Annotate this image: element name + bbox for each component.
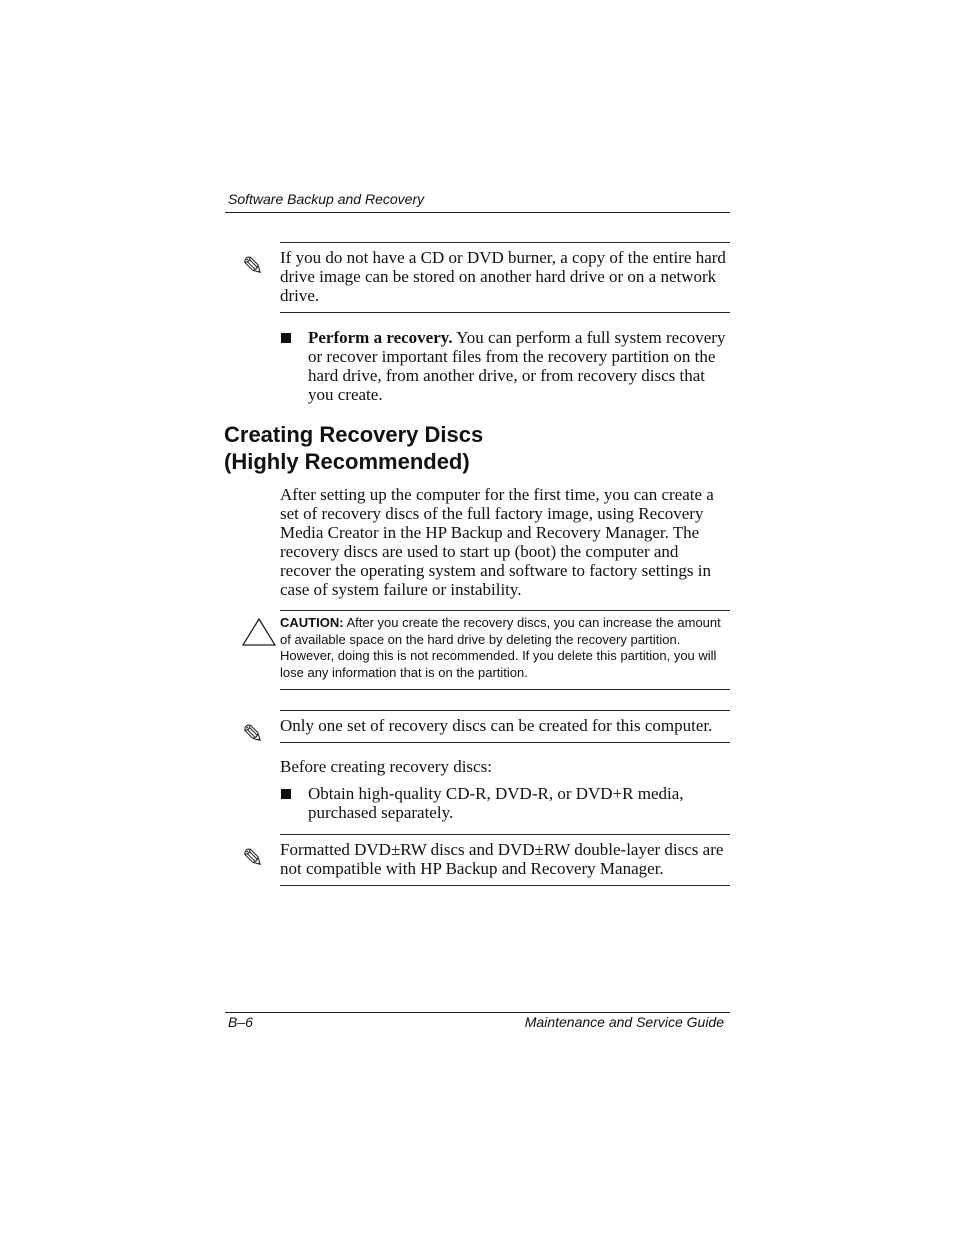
- pencil-note-icon: ✎: [242, 844, 264, 874]
- note-top-rule: [280, 834, 730, 835]
- note-text: Formatted DVD±RW discs and DVD±RW double-layer discs are not compatible with HP Backup and Recovery Manager.: [280, 840, 724, 878]
- footer-rule: [225, 1012, 730, 1013]
- caution-bottom-rule: [280, 689, 730, 690]
- before-creating-text: Before creating recovery discs:: [280, 757, 492, 776]
- bullet-text: Obtain high-quality CD-R, DVD-R, or DVD+R media, purchased separately.: [308, 784, 684, 822]
- guide-title: Maintenance and Service Guide: [524, 1014, 724, 1030]
- pencil-note-icon: ✎: [242, 720, 264, 750]
- bullet-text: You can perform a full system recovery or recover important files from the recovery partition on the hard drive, from another drive, or from recovery discs that you create.: [308, 328, 726, 404]
- bullet-square-icon: [281, 333, 291, 343]
- note-top-rule: [280, 710, 730, 711]
- bullet-bold-lead: Perform a recovery.: [308, 328, 453, 347]
- note-text: If you do not have a CD or DVD burner, a copy of the entire hard drive image can be stored on another hard drive or on a network drive.: [280, 248, 726, 305]
- caution-label: CAUTION:: [280, 615, 344, 630]
- note-bottom-rule: [280, 742, 730, 743]
- running-header: Software Backup and Recovery: [228, 191, 425, 207]
- section-heading-line2: (Highly Recommended): [224, 449, 470, 474]
- section-heading: [224, 421, 483, 475]
- bullet-square-icon: [281, 789, 291, 799]
- page-number: B–6: [228, 1014, 253, 1030]
- note-text: Only one set of recovery discs can be created for this computer.: [280, 716, 713, 735]
- note-bottom-rule: [280, 885, 730, 886]
- section-heading-line1: Creating Recovery Discs: [224, 422, 484, 447]
- header-rule: [225, 212, 730, 213]
- section-paragraph: After setting up the computer for the first time, you can create a set of recovery discs of the full factory image, using Recovery Media Creator in the HP Backup and Recovery Manager. The recovery discs are used to start up (boot) the computer and recover the operating system and software to factory settings in case of system failure or instability.: [280, 485, 714, 599]
- caution-paragraph: [280, 615, 730, 681]
- note-top-rule: [280, 242, 730, 243]
- pencil-note-icon: ✎: [242, 252, 264, 282]
- caution-top-rule: [280, 610, 730, 611]
- bullet-paragraph: [308, 328, 730, 404]
- note-bottom-rule: [280, 312, 730, 313]
- caution-text: After you create the recovery discs, you can increase the amount of available space on the hard drive by deleting the recovery partition. However, doing this is not recommended. If you delete this partition, you will lose any information that is on the partition.: [280, 615, 721, 680]
- caution-triangle-icon: [241, 617, 277, 647]
